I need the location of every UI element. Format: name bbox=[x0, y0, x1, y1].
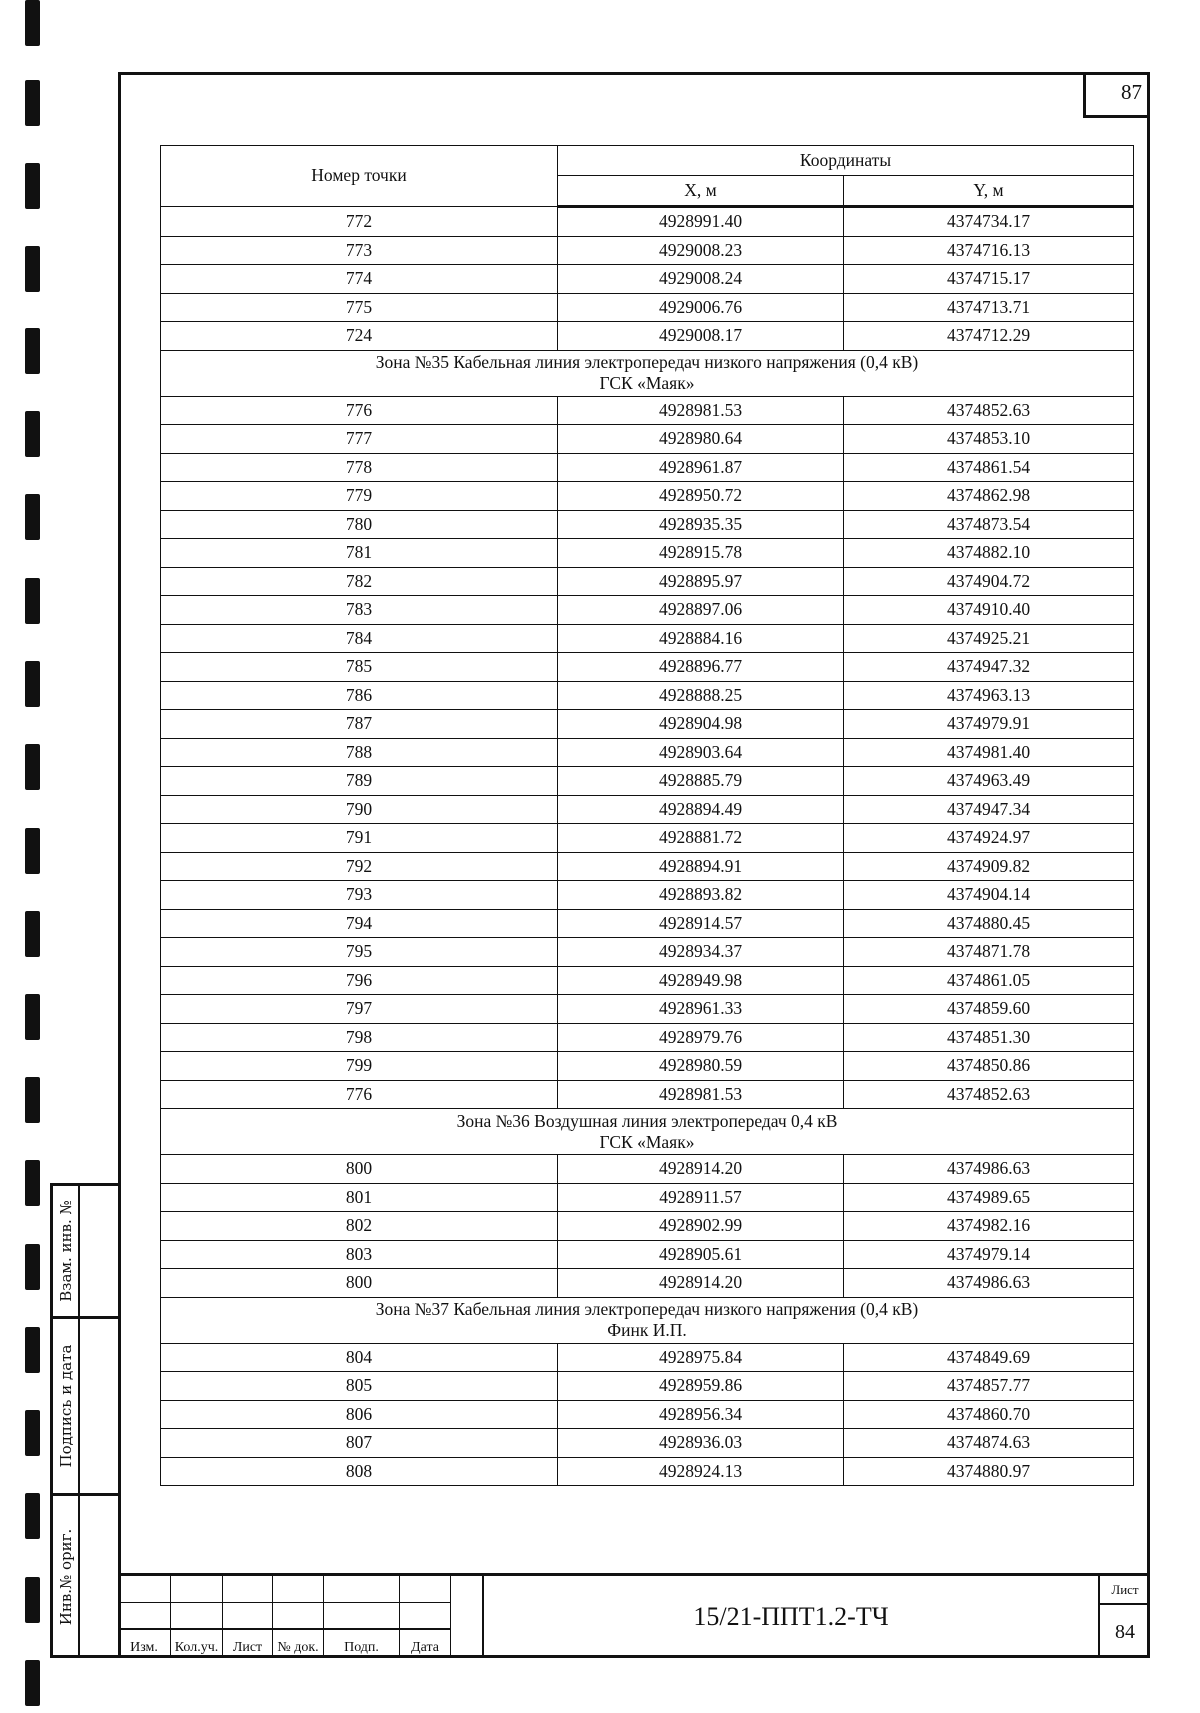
binding-mark bbox=[25, 661, 40, 707]
revision-cell bbox=[118, 1576, 171, 1603]
point-number-cell: 798 bbox=[161, 1023, 558, 1052]
side-stamp bbox=[50, 1183, 118, 1658]
binding-mark bbox=[25, 994, 40, 1040]
revision-cell bbox=[400, 1576, 451, 1603]
point-number-cell: 797 bbox=[161, 995, 558, 1024]
x-coordinate-cell: 4928888.25 bbox=[558, 681, 844, 710]
point-number-cell: 785 bbox=[161, 653, 558, 682]
point-number-cell: 784 bbox=[161, 624, 558, 653]
revision-column-label: Изм. bbox=[130, 1640, 158, 1655]
y-coordinate-cell: 4374880.97 bbox=[844, 1457, 1134, 1486]
y-coordinate-cell: 4374963.49 bbox=[844, 767, 1134, 796]
zone-header-row bbox=[161, 350, 1134, 396]
table-row bbox=[161, 322, 1134, 351]
point-number-cell: 805 bbox=[161, 1372, 558, 1401]
point-number-cell: 773 bbox=[161, 236, 558, 265]
header-y: Y, м bbox=[844, 176, 1134, 207]
binding-mark bbox=[25, 1660, 40, 1706]
revision-column-label: Лист bbox=[232, 1640, 263, 1655]
y-coordinate-cell: 4374989.65 bbox=[844, 1183, 1134, 1212]
x-coordinate-cell: 4929008.24 bbox=[558, 265, 844, 294]
point-number-cell: 791 bbox=[161, 824, 558, 853]
revision-column-label: № док. bbox=[277, 1640, 319, 1655]
table-row bbox=[161, 453, 1134, 482]
point-number-cell: 724 bbox=[161, 322, 558, 351]
x-coordinate-cell: 4928949.98 bbox=[558, 966, 844, 995]
revision-label-cell bbox=[223, 1630, 273, 1658]
revision-cell bbox=[273, 1603, 324, 1630]
table-row bbox=[161, 596, 1134, 625]
point-number-cell: 779 bbox=[161, 482, 558, 511]
point-number-cell: 774 bbox=[161, 265, 558, 294]
x-coordinate-cell: 4928950.72 bbox=[558, 482, 844, 511]
x-coordinate-cell: 4928884.16 bbox=[558, 624, 844, 653]
x-coordinate-cell: 4928905.61 bbox=[558, 1240, 844, 1269]
x-coordinate-cell: 4929008.23 bbox=[558, 236, 844, 265]
point-number-cell: 801 bbox=[161, 1183, 558, 1212]
table-row bbox=[161, 653, 1134, 682]
binding-mark bbox=[25, 328, 40, 374]
header-x: X, м bbox=[558, 176, 844, 207]
sheet-box bbox=[1098, 1576, 1150, 1658]
sheet-label: Лист bbox=[1100, 1576, 1150, 1605]
table-row bbox=[161, 1343, 1134, 1372]
revision-cell bbox=[324, 1576, 400, 1603]
x-coordinate-cell: 4928897.06 bbox=[558, 596, 844, 625]
x-coordinate-cell: 4928981.53 bbox=[558, 1080, 844, 1109]
table-row bbox=[161, 852, 1134, 881]
y-coordinate-cell: 4374963.13 bbox=[844, 681, 1134, 710]
x-coordinate-cell: 4928934.37 bbox=[558, 938, 844, 967]
table-row bbox=[161, 425, 1134, 454]
point-number-cell: 802 bbox=[161, 1212, 558, 1241]
y-coordinate-cell: 4374924.97 bbox=[844, 824, 1134, 853]
y-coordinate-cell: 4374734.17 bbox=[844, 207, 1134, 237]
table-row bbox=[161, 881, 1134, 910]
revision-cell bbox=[171, 1603, 223, 1630]
zone-title: Зона №36 Воздушная линия электропередач 0,4 кВ bbox=[456, 1110, 838, 1131]
x-coordinate-cell: 4928881.72 bbox=[558, 824, 844, 853]
zone-owner: Финк И.П. bbox=[607, 1320, 687, 1340]
point-number-cell: 800 bbox=[161, 1269, 558, 1298]
point-number-cell: 780 bbox=[161, 510, 558, 539]
x-coordinate-cell: 4928902.99 bbox=[558, 1212, 844, 1241]
x-coordinate-cell: 4928914.20 bbox=[558, 1269, 844, 1298]
revision-cell bbox=[400, 1603, 451, 1630]
table-row bbox=[161, 995, 1134, 1024]
sheet-number: 84 bbox=[1115, 1621, 1135, 1643]
point-number-cell: 776 bbox=[161, 1080, 558, 1109]
y-coordinate-cell: 4374851.30 bbox=[844, 1023, 1134, 1052]
y-coordinate-cell: 4374862.98 bbox=[844, 482, 1134, 511]
point-number-cell: 799 bbox=[161, 1052, 558, 1081]
x-coordinate-cell: 4928980.59 bbox=[558, 1052, 844, 1081]
binding-mark bbox=[25, 163, 40, 209]
table-row bbox=[161, 1212, 1134, 1241]
table-row bbox=[161, 681, 1134, 710]
revision-cell bbox=[118, 1603, 171, 1630]
x-coordinate-cell: 4928894.49 bbox=[558, 795, 844, 824]
point-number-cell: 787 bbox=[161, 710, 558, 739]
stamp-original-inv bbox=[53, 1496, 118, 1658]
table-row bbox=[161, 236, 1134, 265]
corner-page-number: 87 bbox=[1083, 72, 1150, 118]
point-number-cell: 795 bbox=[161, 938, 558, 967]
x-coordinate-cell: 4928980.64 bbox=[558, 425, 844, 454]
y-coordinate-cell: 4374874.63 bbox=[844, 1429, 1134, 1458]
table-row bbox=[161, 738, 1134, 767]
revision-column-label: Кол.уч. bbox=[174, 1640, 219, 1655]
x-coordinate-cell: 4928893.82 bbox=[558, 881, 844, 910]
y-coordinate-cell: 4374986.63 bbox=[844, 1155, 1134, 1184]
x-coordinate-cell: 4928924.13 bbox=[558, 1457, 844, 1486]
x-coordinate-cell: 4928894.91 bbox=[558, 852, 844, 881]
coordinates-table bbox=[160, 145, 1134, 1486]
y-coordinate-cell: 4374861.05 bbox=[844, 966, 1134, 995]
point-number-cell: 796 bbox=[161, 966, 558, 995]
x-coordinate-cell: 4928911.57 bbox=[558, 1183, 844, 1212]
point-number-cell: 776 bbox=[161, 396, 558, 425]
revision-column-label: Дата bbox=[411, 1640, 439, 1655]
table-row bbox=[161, 795, 1134, 824]
table-row bbox=[161, 482, 1134, 511]
table-row bbox=[161, 938, 1134, 967]
x-coordinate-cell: 4928885.79 bbox=[558, 767, 844, 796]
y-coordinate-cell: 4374882.10 bbox=[844, 539, 1134, 568]
revision-cell bbox=[223, 1603, 273, 1630]
point-number-cell: 783 bbox=[161, 596, 558, 625]
binding-mark bbox=[25, 578, 40, 624]
x-coordinate-cell: 4928895.97 bbox=[558, 567, 844, 596]
table-row bbox=[161, 1155, 1134, 1184]
y-coordinate-cell: 4374860.70 bbox=[844, 1400, 1134, 1429]
table-row bbox=[161, 824, 1134, 853]
zone-owner: ГСК «Маяк» bbox=[599, 1131, 695, 1152]
table-row bbox=[161, 1183, 1134, 1212]
binding-mark bbox=[25, 911, 40, 957]
binding-mark bbox=[25, 1327, 40, 1373]
stamp-label: Инв.№ ориг. bbox=[56, 1528, 75, 1626]
zone-header-row bbox=[161, 1297, 1134, 1343]
table-row bbox=[161, 539, 1134, 568]
stamp-replacement-inv bbox=[53, 1186, 118, 1319]
point-number-cell: 804 bbox=[161, 1343, 558, 1372]
table-row bbox=[161, 1052, 1134, 1081]
revision-cell bbox=[273, 1576, 324, 1603]
binding-mark bbox=[25, 1410, 40, 1456]
revision-label-cell bbox=[171, 1630, 223, 1658]
table-row bbox=[161, 767, 1134, 796]
revision-grid bbox=[118, 1576, 482, 1658]
point-number-cell: 775 bbox=[161, 293, 558, 322]
point-number-cell: 778 bbox=[161, 453, 558, 482]
revision-cell bbox=[324, 1603, 400, 1630]
binding-mark bbox=[25, 744, 40, 790]
binding-mark bbox=[25, 1577, 40, 1623]
table-row bbox=[161, 909, 1134, 938]
table-row bbox=[161, 567, 1134, 596]
y-coordinate-cell: 4374947.32 bbox=[844, 653, 1134, 682]
table-row bbox=[161, 1429, 1134, 1458]
revision-cell bbox=[171, 1576, 223, 1603]
x-coordinate-cell: 4928896.77 bbox=[558, 653, 844, 682]
table-row bbox=[161, 1400, 1134, 1429]
revision-label-cell bbox=[324, 1630, 400, 1658]
zone-owner: ГСК «Маяк» bbox=[599, 373, 695, 393]
x-coordinate-cell: 4928961.87 bbox=[558, 453, 844, 482]
y-coordinate-cell: 4374853.10 bbox=[844, 425, 1134, 454]
point-number-cell: 789 bbox=[161, 767, 558, 796]
table-row bbox=[161, 265, 1134, 294]
table-row bbox=[161, 207, 1134, 237]
point-number-cell: 793 bbox=[161, 881, 558, 910]
y-coordinate-cell: 4374861.54 bbox=[844, 453, 1134, 482]
point-number-cell: 790 bbox=[161, 795, 558, 824]
y-coordinate-cell: 4374909.82 bbox=[844, 852, 1134, 881]
x-coordinate-cell: 4928956.34 bbox=[558, 1400, 844, 1429]
binding-mark bbox=[25, 1160, 40, 1206]
y-coordinate-cell: 4374871.78 bbox=[844, 938, 1134, 967]
x-coordinate-cell: 4928936.03 bbox=[558, 1429, 844, 1458]
y-coordinate-cell: 4374925.21 bbox=[844, 624, 1134, 653]
binding-mark bbox=[25, 0, 40, 46]
table-row bbox=[161, 510, 1134, 539]
revision-label-cell bbox=[273, 1630, 324, 1658]
y-coordinate-cell: 4374852.63 bbox=[844, 1080, 1134, 1109]
x-coordinate-cell: 4928935.35 bbox=[558, 510, 844, 539]
header-coordinates: Координаты bbox=[558, 146, 1134, 176]
point-number-cell: 777 bbox=[161, 425, 558, 454]
table-row bbox=[161, 1023, 1134, 1052]
binding-mark bbox=[25, 828, 40, 874]
y-coordinate-cell: 4374712.29 bbox=[844, 322, 1134, 351]
x-coordinate-cell: 4928975.84 bbox=[558, 1343, 844, 1372]
y-coordinate-cell: 4374859.60 bbox=[844, 995, 1134, 1024]
table-row bbox=[161, 1240, 1134, 1269]
zone-title: Зона №37 Кабельная линия электропередач низкого напряжения (0,4 кВ) bbox=[375, 1299, 919, 1319]
x-coordinate-cell: 4928903.64 bbox=[558, 738, 844, 767]
table-row bbox=[161, 1457, 1134, 1486]
revision-column-label: Подп. bbox=[344, 1640, 379, 1655]
y-coordinate-cell: 4374852.63 bbox=[844, 396, 1134, 425]
y-coordinate-cell: 4374873.54 bbox=[844, 510, 1134, 539]
header-point-number: Номер точки bbox=[161, 146, 558, 207]
point-number-cell: 782 bbox=[161, 567, 558, 596]
binding-mark bbox=[25, 494, 40, 540]
binding-mark bbox=[25, 246, 40, 292]
zone-header-row bbox=[161, 1109, 1134, 1155]
zone-title: Зона №35 Кабельная линия электропередач низкого напряжения (0,4 кВ) bbox=[375, 352, 919, 372]
stamp-label: Взам. инв. № bbox=[56, 1200, 75, 1302]
table-row bbox=[161, 1269, 1134, 1298]
revision-label-cell bbox=[118, 1630, 171, 1658]
y-coordinate-cell: 4374981.40 bbox=[844, 738, 1134, 767]
point-number-cell: 781 bbox=[161, 539, 558, 568]
x-coordinate-cell: 4929006.76 bbox=[558, 293, 844, 322]
point-number-cell: 800 bbox=[161, 1155, 558, 1184]
point-number-cell: 794 bbox=[161, 909, 558, 938]
table-row bbox=[161, 624, 1134, 653]
y-coordinate-cell: 4374716.13 bbox=[844, 236, 1134, 265]
y-coordinate-cell: 4374979.91 bbox=[844, 710, 1134, 739]
y-coordinate-cell: 4374850.86 bbox=[844, 1052, 1134, 1081]
title-block bbox=[118, 1573, 1150, 1658]
table-row bbox=[161, 1372, 1134, 1401]
y-coordinate-cell: 4374715.17 bbox=[844, 265, 1134, 294]
y-coordinate-cell: 4374849.69 bbox=[844, 1343, 1134, 1372]
point-number-cell: 772 bbox=[161, 207, 558, 237]
point-number-cell: 803 bbox=[161, 1240, 558, 1269]
y-coordinate-cell: 4374904.14 bbox=[844, 881, 1134, 910]
x-coordinate-cell: 4928914.20 bbox=[558, 1155, 844, 1184]
y-coordinate-cell: 4374986.63 bbox=[844, 1269, 1134, 1298]
table-row bbox=[161, 396, 1134, 425]
point-number-cell: 788 bbox=[161, 738, 558, 767]
x-coordinate-cell: 4928914.57 bbox=[558, 909, 844, 938]
x-coordinate-cell: 4928915.78 bbox=[558, 539, 844, 568]
point-number-cell: 792 bbox=[161, 852, 558, 881]
x-coordinate-cell: 4928979.76 bbox=[558, 1023, 844, 1052]
x-coordinate-cell: 4928904.98 bbox=[558, 710, 844, 739]
binding-mark bbox=[25, 411, 40, 457]
point-number-cell: 807 bbox=[161, 1429, 558, 1458]
stamp-label: Подпись и дата bbox=[56, 1344, 75, 1468]
x-coordinate-cell: 4928961.33 bbox=[558, 995, 844, 1024]
revision-cell bbox=[223, 1576, 273, 1603]
y-coordinate-cell: 4374880.45 bbox=[844, 909, 1134, 938]
y-coordinate-cell: 4374713.71 bbox=[844, 293, 1134, 322]
revision-label-cell bbox=[400, 1630, 451, 1658]
x-coordinate-cell: 4928959.86 bbox=[558, 1372, 844, 1401]
y-coordinate-cell: 4374947.34 bbox=[844, 795, 1134, 824]
table-body bbox=[161, 207, 1134, 1486]
y-coordinate-cell: 4374982.16 bbox=[844, 1212, 1134, 1241]
point-number-cell: 786 bbox=[161, 681, 558, 710]
point-number-cell: 806 bbox=[161, 1400, 558, 1429]
binding-mark bbox=[25, 1244, 40, 1290]
y-coordinate-cell: 4374904.72 bbox=[844, 567, 1134, 596]
binding-mark bbox=[25, 1077, 40, 1123]
x-coordinate-cell: 4928991.40 bbox=[558, 207, 844, 237]
table-row bbox=[161, 710, 1134, 739]
binding-mark bbox=[25, 80, 40, 126]
y-coordinate-cell: 4374857.77 bbox=[844, 1372, 1134, 1401]
table-row bbox=[161, 1080, 1134, 1109]
y-coordinate-cell: 4374979.14 bbox=[844, 1240, 1134, 1269]
table-row bbox=[161, 293, 1134, 322]
y-coordinate-cell: 4374910.40 bbox=[844, 596, 1134, 625]
x-coordinate-cell: 4928981.53 bbox=[558, 396, 844, 425]
table-row bbox=[161, 966, 1134, 995]
x-coordinate-cell: 4929008.17 bbox=[558, 322, 844, 351]
stamp-signature-date bbox=[53, 1319, 118, 1496]
point-number-cell: 808 bbox=[161, 1457, 558, 1486]
document-code: 15/21-ППТ1.2-ТЧ bbox=[482, 1576, 1098, 1658]
binding-mark bbox=[25, 1493, 40, 1539]
